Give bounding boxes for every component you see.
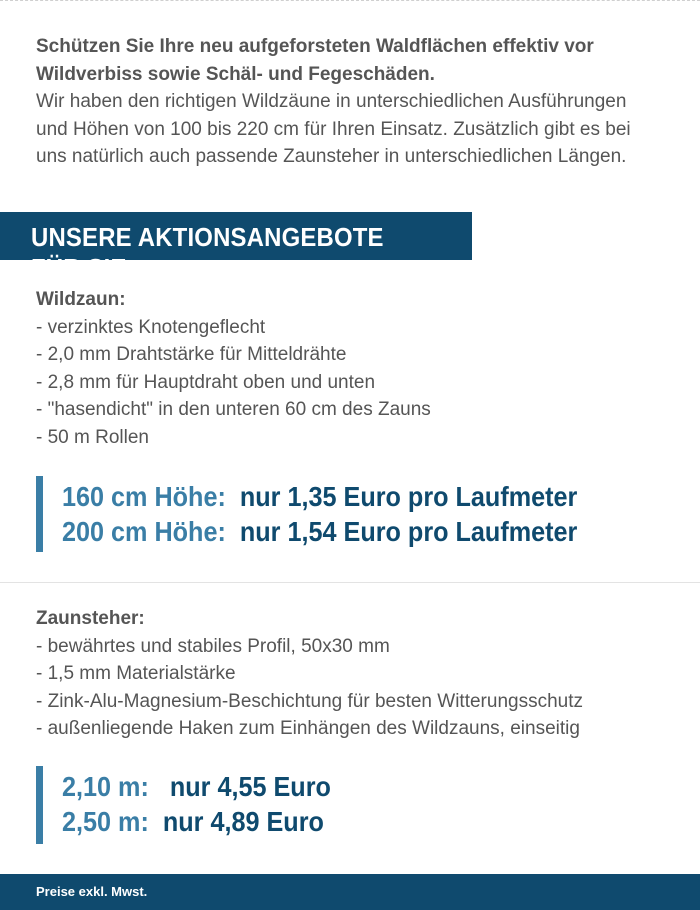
zaunsteher-feature: - 1,5 mm Materialstärke — [36, 663, 236, 684]
wildzaun-price-box — [36, 476, 635, 552]
wildzaun-title: Wildzaun: — [36, 289, 126, 310]
zaunsteher-feature: - Zink-Alu-Magnesium-Beschichtung für besten Witterungsschutz — [36, 690, 584, 712]
zaunsteher-feature: - bewährtes und stabiles Profil, 50x30 mm — [36, 635, 390, 657]
price-length-label: 2,50 m: — [62, 806, 149, 837]
zaunsteher-title: Zaunsteher: — [36, 608, 145, 629]
intro-paragraph — [36, 33, 676, 171]
zaunsteher-price-line — [62, 766, 331, 804]
intro-bold-line-2: Wildverbiss sowie Schäl- und Fegeschäden. — [36, 63, 435, 85]
zaunsteher-feature: - außenliegende Haken zum Einhängen des Wildzauns, einseitig — [36, 718, 580, 739]
zaunsteher-price-box — [36, 766, 361, 844]
price-height-label: 160 cm Höhe: — [62, 481, 226, 512]
price-value: nur 4,89 Euro — [162, 806, 324, 837]
price-value: nur 4,55 Euro — [169, 771, 331, 802]
wildzaun-feature: - verzinktes Knotengeflecht — [36, 316, 266, 338]
wildzaun-section — [36, 286, 431, 451]
wildzaun-feature: - 2,0 mm Drahtstärke für Mitteldrähte — [36, 344, 347, 365]
price-length-label: 2,10 m: — [62, 771, 149, 802]
footer-note: Preise exkl. Mwst. — [36, 884, 148, 899]
price-height-label: 200 cm Höhe: — [62, 516, 226, 547]
top-dashed-divider — [0, 0, 700, 1]
zaunsteher-section — [36, 605, 583, 743]
offers-banner — [0, 212, 472, 283]
price-value: nur 1,35 Euro pro Laufmeter — [239, 481, 578, 512]
wildzaun-feature: - "hasendicht" in den unteren 60 cm des Zauns — [36, 399, 431, 420]
offers-banner-title: UNSERE AKTIONSANGEBOTE FÜR SIE: — [31, 222, 384, 283]
section-divider — [0, 582, 700, 583]
wildzaun-feature: - 50 m Rollen — [36, 426, 149, 448]
wildzaun-price-line — [62, 476, 577, 514]
intro-bold-line-1: Schützen Sie Ihre neu aufgeforsteten Waldflächen effektiv vor — [36, 36, 594, 57]
wildzaun-feature: - 2,8 mm für Hauptdraht oben und unten — [36, 371, 376, 393]
intro-text-line-2: und Höhen von 100 bis 220 cm für Ihren Einsatz. Zusätzlich gibt es bei — [36, 118, 631, 140]
footer-bar — [0, 874, 700, 910]
intro-text-line-3: uns natürlich auch passende Zaunsteher in unterschiedlichen Längen. — [36, 146, 627, 167]
price-value: nur 1,54 Euro pro Laufmeter — [239, 516, 578, 547]
zaunsteher-price-line — [62, 804, 331, 839]
intro-text-line-1: Wir haben den richtigen Wildzäune in unterschiedlichen Ausführungen — [36, 91, 627, 112]
wildzaun-price-line — [62, 514, 577, 549]
